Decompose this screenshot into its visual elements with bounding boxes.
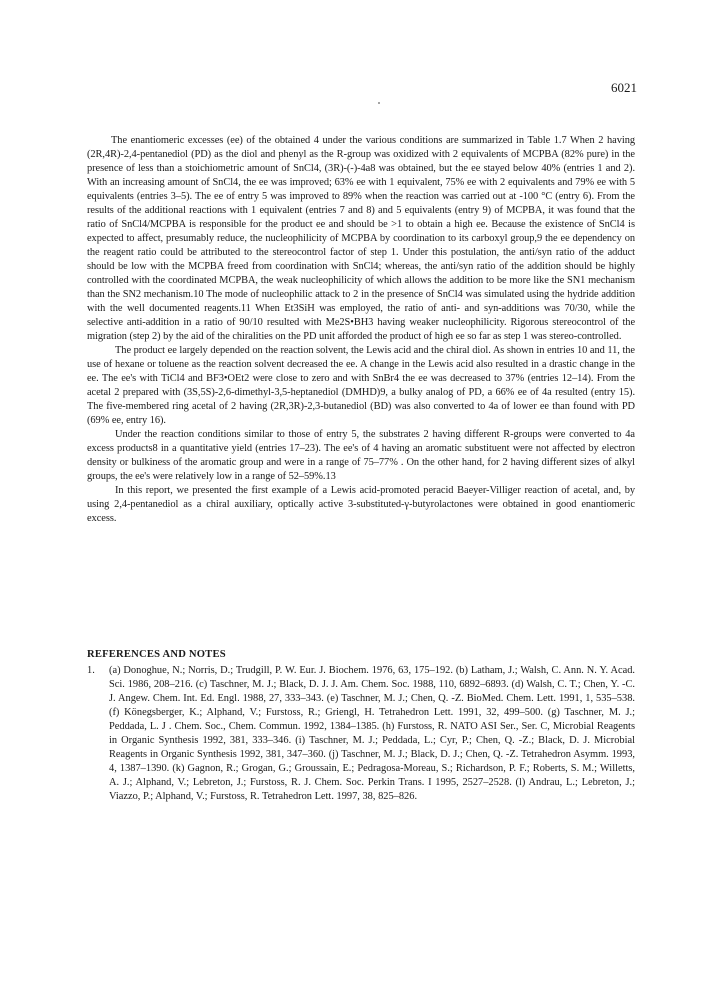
paragraph-results-summary: The enantiomeric excesses (ee) of the obtained 4 under the various conditions are summarized in Table 1.7 When 2 having (2R,4R)-2,4-pentanediol (PD) as the diol and phenyl as the R-group was oxidized with 2 equivalents of MCPBA (82% pure) in the presence of less than a stoichiometric amount of SnCl4, (3R)-(-)-4a8 was obtained, but the ee stayed below 40% (entries 1 and 2). With an increasing amount of SnCl4, the ee was improved; 63% ee with 1 equivalent, 75% ee with 2 equivalents and 79% ee with 5 equivalents (entries 3–5). The ee of entry 5 was improved to 89% when the reaction was carried out at -100 °C (entry 6). From the results of the additional reactions with 1 equivalent (entries 7 and 8) and 5 equivalents (entry 9) of MCPBA, it was found that the ratio of SnCl4/MCPBA is responsible for the product ee and should be >1 to obtain a high ee. Because the existence of SnCl4 is expected to affect, presumably reduce, the nucleophilicity of MCPBA by coordination to its carboxyl group,9 the ee dependency on the reagent ratio could be attributed to the stereocontrol factor of step 1. Under this postulation, the anti/syn ratio of the adduct should be low with the MCPBA freed from coordination with SnCl4; whereas, the anti/syn ratio of the addition should be highly controlled with the coordinated MCPBA, the weak nucleophilicity of which allows the addition to be more like the SN1 mechanism than the SN2 mechanism.10 The mode of nucleophilic attack to 2 in the presence of SnCl4 was simulated using the hydride addition with the well documented reagents.11 When Et3SiH was employed, the ratio of anti- and syn-additions was 70/30, while the selective anti-addition in a ratio of 90/10 resulted with Me2S•BH3 having weaker nucleophilicity. Rigorous stereocontrol of the migration (step 2) by the aid of the chiralities on the PD unit afforded the product of high ee so far as step 1 was stereo-controlled.	[87, 135, 635, 342]
paragraph-solvent-effects: The product ee largely depended on the reaction solvent, the Lewis acid and the chiral diol. As shown in entries 10 and 11, the use of hexane or toluene as the reaction solvent decreased the ee. A change in the Lewis acid also resulted in a drastic change in the ee. The ee's with TiCl4 and BF3•OEt2 were close to zero and with SnBr4 the ee was decreased to 37% (entries 12–14). From the acetal 2 prepared with (3S,5S)-2,6-dimethyl-3,5-heptanediol (DMHD)9, a bulky analog of PD, a 66% ee of 4a resulted (entry 15). The five-membered ring acetal of 2 having (2R,3R)-2,3-butanediol (BD) was also converted to 4a of lower ee than found with PD (69% ee, entry 16).	[87, 345, 635, 426]
paragraph-conclusion: In this report, we presented the first example of a Lewis acid-promoted peracid Baeyer-Villiger reaction of acetal, and, by using 2,4-pentanediol as a chiral auxiliary, optically active 3-substituted-γ-butyrolactones were obtained in good enantiomeric excess.	[87, 485, 635, 524]
paragraph-substrate-scope: Under the reaction conditions similar to those of entry 5, the substrates 2 having different R-groups were converted to 4a excess products8 in a quantitative yield (entries 17–23). The ee's of 4 having an aromatic substituent were not affected by electron density or bulkiness of the aromatic group and were in a range of 75–77% . On the other hand, for 2 having different sizes of alkyl groups, the ee's were relatively low in a range of 52–59%.13	[87, 429, 635, 482]
reference-item	[87, 664, 635, 804]
references-heading: REFERENCES AND NOTES	[87, 649, 226, 660]
speck-mark	[378, 102, 380, 104]
references-section	[87, 648, 635, 804]
body-text	[87, 134, 635, 526]
reference-text: (a) Donoghue, N.; Norris, D.; Trudgill, P. W. Eur. J. Biochem. 1976, 63, 175–192. (b) Latham, J.; Walsh, C. Ann. N. Y. Acad. Sci. 1986, 208–216. (c) Taschner, M. J.; Black, D. J. J. Am. Chem. Soc. 1988, 110, 6892–6893. (d) Walsh, C. T.; Chen, Y. -C. J. Angew. Chem. Int. Ed. Engl. 1988, 27, 333–343. (e) Taschner, M. J.; Chen, Q. -Z. BioMed. Chem. Lett. 1991, 1, 535–538. (f) Könegsberger, K.; Alphand, V.; Furstoss, R.; Griengl, H. Tetrahedron Lett. 1991, 32, 499–500. (g) Taschner, M. J.; Peddada, L. J . Chem. Soc., Chem. Commun. 1992, 1384–1385. (h) Furstoss, R. NATO ASI Ser., Ser. C, Microbial Reagents in Organic Synthesis 1992, 381, 333–346. (i) Taschner, M. J.; Peddada, L.; Cyr, P.; Chen, Q. -Z.; Black, D. J. Microbial Reagents in Organic Synthesis 1992, 381, 347–360. (j) Taschner, M. J.; Black, D. J.; Chen, Q. -Z. Tetrahedron Asymm. 1993, 4, 1387–1390. (k) Gagnon, R.; Grogan, G.; Groussain, E.; Pedragosa-Moreau, S.; Richardson, P. F.; Roberts, S. M.; Willetts, A. J.; Alphand, V.; Lebreton, J.; Furstoss, R. J. Chem. Soc. Perkin Trans. I 1995, 2527–2528. (l) Andrau, L.; Lebreton, J.; Viazzo, P.; Alphand, V.; Furstoss, R. Tetrahedron Lett. 1997, 38, 825–826.	[109, 665, 635, 802]
page-number: 6021	[611, 80, 637, 95]
reference-number: 1.	[87, 665, 95, 676]
